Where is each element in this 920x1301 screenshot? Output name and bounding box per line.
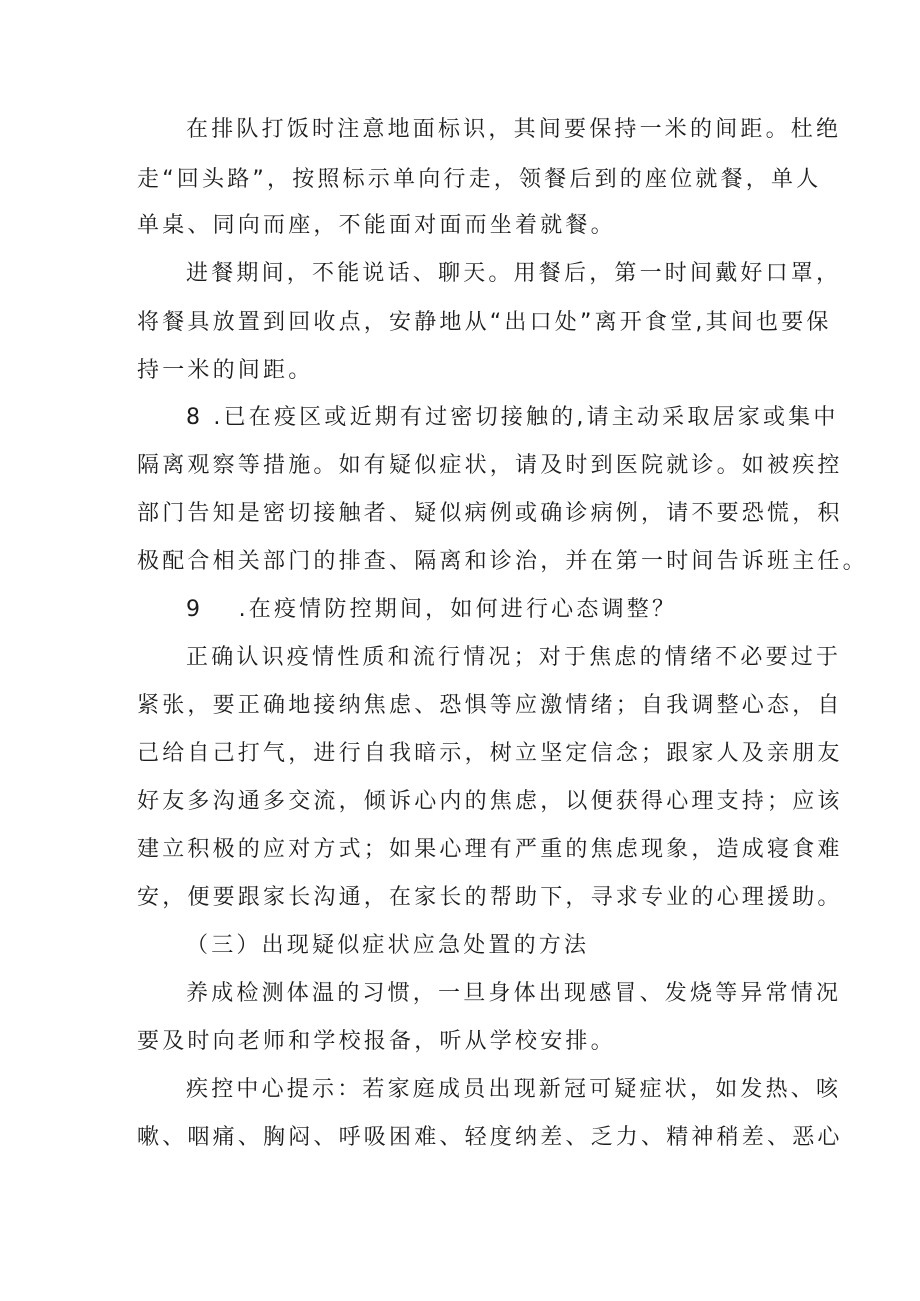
text-line: 走“回头路”，按照标示单向行走，领餐后到的座位就餐，单人 <box>137 167 822 192</box>
text-line: 8 .已在疫区或近期有过密切接触的,请主动采取居家或集中 <box>186 405 839 430</box>
text-line: 9 .在疫情防控期间，如何进行心态调整？ <box>186 597 678 622</box>
text-line: 要及时向老师和学校报备，听从学校安排。 <box>137 1029 616 1054</box>
text-line: 紧张，要正确地接纳焦虑、恐惧等应激情绪；自我调整心态，自 <box>137 693 843 718</box>
text-line: 好友多沟通多交流，倾诉心内的焦虑，以便获得心理支持；应该 <box>137 789 843 814</box>
text-line: 疾控中心提示：若家庭成员出现新冠可疑症状，如发热、咳 <box>186 1077 842 1102</box>
text-line: 隔离观察等措施。如有疑似症状，请及时到医院就诊。如被疾控 <box>137 453 843 478</box>
text-line: 安，便要跟家长沟通，在家长的帮助下，寻求专业的心理援助。 <box>137 885 843 910</box>
text-line: 单桌、同向而座，不能面对面而坐着就餐。 <box>137 213 616 238</box>
section-heading: （三）出现疑似症状应急处置的方法 <box>186 933 590 958</box>
text-line: 进餐期间，不能说话、聊天。用餐后，第一时间戴好口罩， <box>186 261 842 286</box>
text-line: 将餐具放置到回收点，安静地从“出口处”离开食堂,其间也要保 <box>137 310 832 335</box>
text-line: 持一米的间距。 <box>137 358 314 383</box>
text-line: 养成检测体温的习惯，一旦身体出现感冒、发烧等异常情况 <box>186 981 842 1006</box>
text-line: 建立积极的应对方式；如果心理有严重的焦虑现象，造成寝食难 <box>137 837 843 862</box>
text-line: 部门告知是密切接触者、疑似病例或确诊病例，请不要恐慌，积 <box>137 501 843 526</box>
text-line: 在排队打饭时注意地面标识，其间要保持一米的间距。杜绝 <box>186 117 842 142</box>
text-line: 嗽、咽痛、胸闷、呼吸困难、轻度纳差、乏力、精神稍差、恶心 <box>137 1125 843 1150</box>
text-line: 己给自己打气，进行自我暗示，树立坚定信念；跟家人及亲朋友 <box>137 741 843 766</box>
text-line: 极配合相关部门的排查、隔离和诊治，并在第一时间告诉班主任。 <box>137 549 868 574</box>
text-line: 正确认识疫情性质和流行情况；对于焦虑的情绪不必要过于 <box>186 645 842 670</box>
